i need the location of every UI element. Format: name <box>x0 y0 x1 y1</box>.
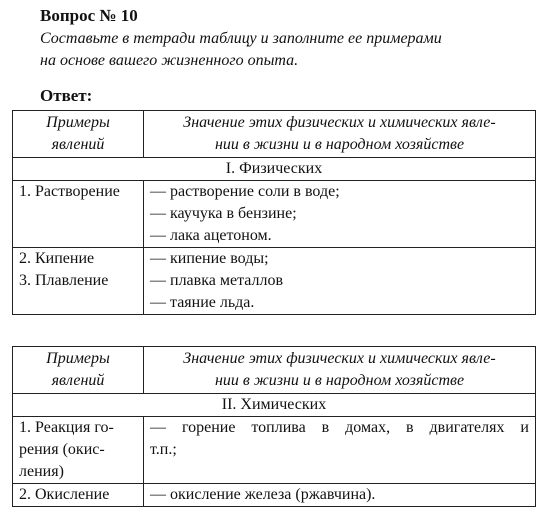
example-text: 3. Плавление <box>19 272 109 289</box>
header-text: явлений <box>51 372 105 389</box>
meaning-cell <box>144 248 536 315</box>
meaning-text: — горение топлива в домах, в двигателях и <box>150 419 529 436</box>
meaning-text: — плавка металлов <box>150 272 284 289</box>
meaning-text: — окисление железа (ржавчина). <box>150 486 376 503</box>
meaning-text: — кипение воды; <box>150 250 269 267</box>
example-text <box>19 225 137 247</box>
table-header-row <box>13 347 536 394</box>
header-text: нии в жизни и в народном хозяйстве <box>214 372 465 389</box>
meaning-text: — таяние льда. <box>150 294 255 311</box>
chemical-phenomena-table <box>12 346 536 507</box>
section-title: II. Химических <box>13 394 536 417</box>
header-examples-cell <box>13 111 144 158</box>
example-text: 2. Окисление <box>19 486 110 503</box>
meaning-cell <box>144 484 536 507</box>
meaning-text: — каучука в бензине; <box>150 205 297 222</box>
physical-phenomena-table <box>12 110 536 315</box>
header-text: Примеры <box>46 114 110 131</box>
example-text: 2. Кипение <box>19 250 95 267</box>
meaning-cell <box>144 181 536 248</box>
table-row <box>13 484 536 507</box>
example-cell <box>13 417 144 484</box>
example-cell <box>13 484 144 507</box>
table-header-row <box>13 111 536 158</box>
header-text: нии в жизни и в народном хозяйстве <box>214 136 465 153</box>
table-row <box>13 417 536 484</box>
section-row <box>13 394 536 417</box>
example-text: ления) <box>19 463 64 480</box>
header-meaning-cell <box>144 347 536 394</box>
header-examples-cell <box>13 347 144 394</box>
example-text: 1. Реакция го- <box>19 419 114 436</box>
example-text: 1. Растворение <box>19 183 120 200</box>
question-text-line: на основе вашего жизненного опыта. <box>40 52 299 69</box>
section-title: I. Физических <box>13 158 536 181</box>
header-text: Значение этих физических и химических явле- <box>183 114 496 131</box>
meaning-text: т.п.; <box>150 441 177 458</box>
question-title: Вопрос № 10 <box>40 6 138 25</box>
table-row <box>13 181 536 248</box>
table-row <box>13 248 536 315</box>
question-text-line: Составьте в тетради таблицу и заполните ее примерами <box>40 30 442 47</box>
example-cell <box>13 181 144 248</box>
question-text <box>40 28 536 72</box>
header-text: Значение этих физических и химических явле- <box>183 350 496 367</box>
example-text: рения (окис- <box>19 441 105 458</box>
example-text <box>19 292 137 314</box>
section-row <box>13 158 536 181</box>
example-text <box>19 203 137 225</box>
meaning-cell <box>144 417 536 484</box>
meaning-text: — растворение соли в воде; <box>150 183 340 200</box>
answer-label: Ответ: <box>40 86 93 105</box>
example-cell <box>13 248 144 315</box>
header-meaning-cell <box>144 111 536 158</box>
meaning-text: — лака ацетоном. <box>150 227 272 244</box>
header-text: явлений <box>51 136 105 153</box>
header-text: Примеры <box>46 350 110 367</box>
